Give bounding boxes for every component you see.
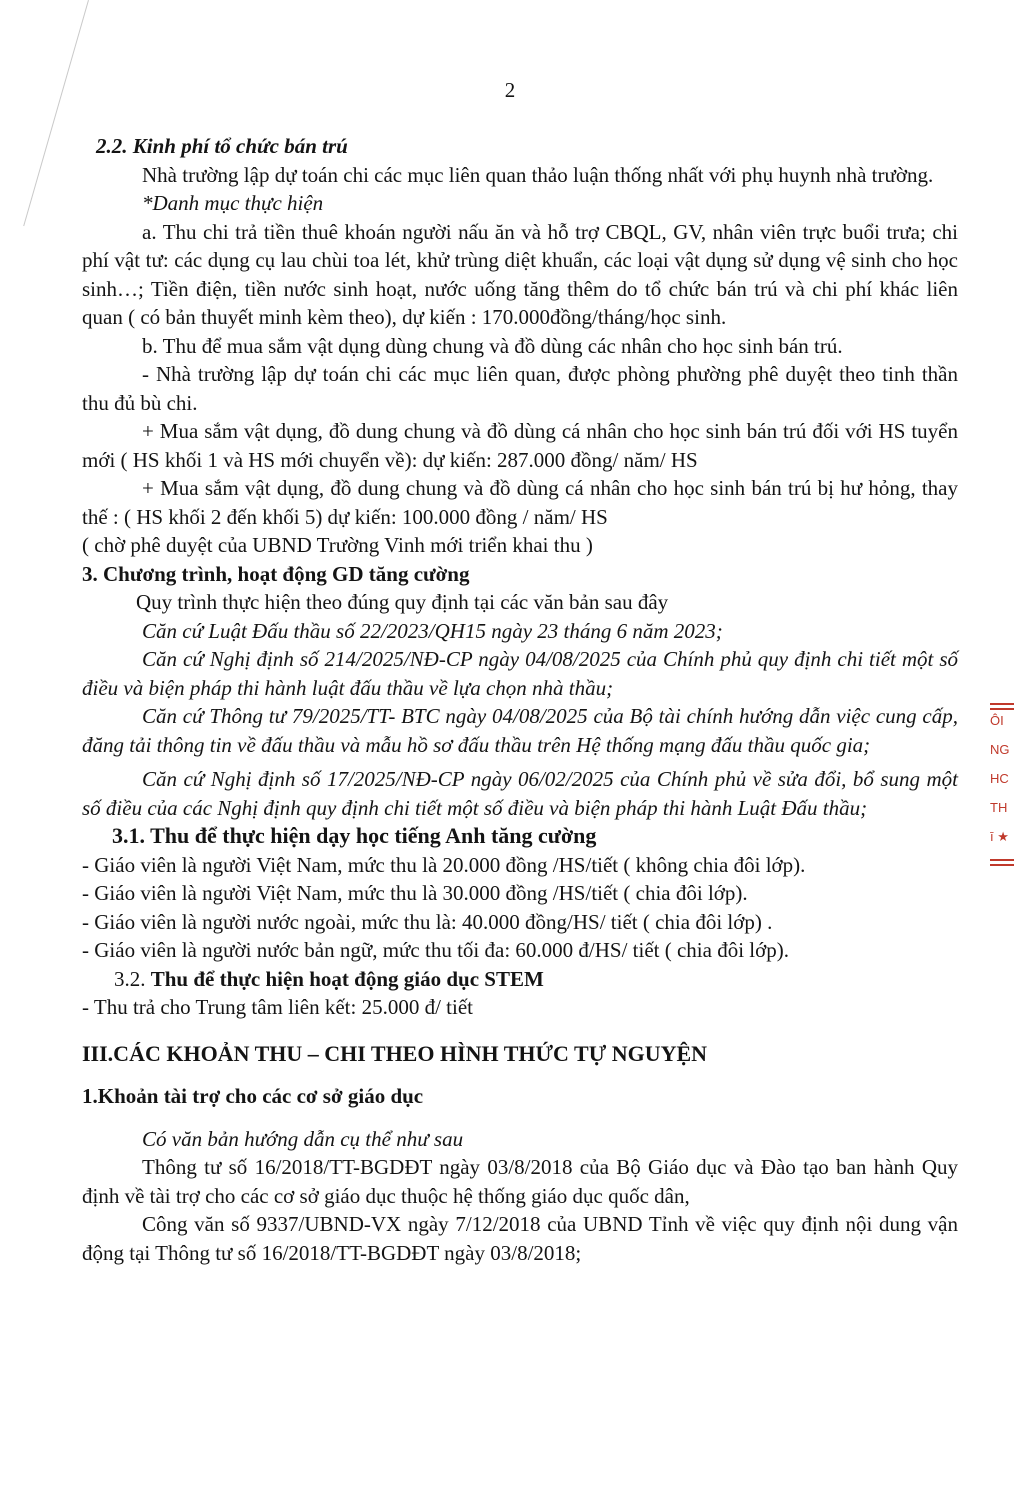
legal-reference-2: Căn cứ Nghị định số 214/2025/NĐ-CP ngày 04/08/2025 của Chính phủ quy định chi tiết một số điều và biện pháp thi hành luật đấu thầu về lựa chọn nhà thầu; [82,647,958,700]
section-3-heading: 3. Chương trình, hoạt động GD tăng cường [82,561,470,586]
section-2-2-item-b-2: + Mua sắm vật dụng, đồ dung chung và đồ dùng cá nhân cho học sinh bán trú bị hư hỏng, thay thế : ( HS khối 2 đến khối 5) dự kiến: 100.000 đồng / năm/ HS [82,476,958,529]
seal-stamp-fragment [990,700,1020,865]
document-body [82,132,958,1267]
section-3-intro: Quy trình thực hiện theo đúng quy định tại các văn bản sau đây [136,590,669,614]
section-2-2-item-b-1: + Mua sắm vật dụng, đồ dung chung và đồ dùng cá nhân cho học sinh bán trú đối với HS tuyển mới ( HS khối 1 và HS mới chuyển về): dự kiến: 287.000 đồng/ năm/ HS [82,419,958,472]
section-3-2-heading [82,965,958,994]
stamp-text: ī ★ [990,829,1009,844]
section-2-2-heading: 2.2. Kinh phí tổ chức bán trú [96,134,348,158]
legal-reference-4: Căn cứ Nghị định số 17/2025/NĐ-CP ngày 06/02/2025 của Chính phủ về sửa đổi, bổ sung một số điều của các Nghị định quy định chi tiết một số điều và biện pháp thi hành Luật Đấu thầu; [82,767,958,820]
legal-reference-1: Căn cứ Luật Đấu thầu số 22/2023/QH15 ngày 23 tháng 6 năm 2023; [142,618,723,643]
english-fee-item: - Giáo viên là người Việt Nam, mức thu là 20.000 đồng /HS/tiết ( không chia đôi lớp). [82,852,806,877]
stamp-text: TH [990,800,1008,815]
stem-fee-item: - Thu trả cho Trung tâm liên kết: 25.000 đ/ tiết [82,995,473,1019]
page-number: 2 [504,78,516,102]
english-fee-item: - Giáo viên là người nước bản ngữ, mức thu tối đa: 60.000 đ/HS/ tiết ( chia đôi lớp). [82,938,789,962]
section-3-1-heading: 3.1. Thu để thực hiện dạy học tiếng Anh tăng cường [112,823,597,848]
section-3-2-title: Thu để thực hiện hoạt động giáo dục STEM [150,966,544,991]
section-2-2-intro: Nhà trường lập dự toán chi các mục liên quan thảo luận thống nhất với phụ huynh nhà trường. [142,162,934,187]
section-2-2-list-title: *Danh mục thực hiện [142,191,324,215]
legal-reference-3: Căn cứ Thông tư 79/2025/TT- BTC ngày 04/08/2025 của Bộ tài chính hướng dẫn việc cung cấp, đăng tải thông tin về đấu thầu và mẫu hồ sơ đấu thầu trên Hệ thống mạng đấu thầu quốc gia; [82,704,958,757]
section-3-2-number: 3.2. [114,966,146,991]
stamp-text: NG [990,742,1010,757]
guidance-document-1: Thông tư số 16/2018/TT-BGDĐT ngày 03/8/2018 của Bộ Giáo dục và Đào tạo ban hành Quy định về tài trợ cho các cơ sở giáo dục thuộc hệ thống giáo dục quốc dân, [82,1155,958,1208]
section-III-1-heading: 1.Khoản tài trợ cho các cơ sở giáo dục [82,1084,424,1108]
section-2-2-item-b-note: - Nhà trường lập dự toán chi các mục liên quan, được phòng phường phê duyệt theo tinh thần thu đủ bù chi. [82,362,958,415]
section-2-2-approval-note: ( chờ phê duyệt của UBND Trường Vinh mới triển khai thu ) [82,533,593,557]
section-2-2-item-a: a. Thu chi trả tiền thuê khoán người nấu ăn và hỗ trợ CBQL, GV, nhân viên trực buổi trưa; chi phí vật tư: các dụng cụ lau chùi toa lét, khử trùng diệt khuẩn, các loại vật dụng sử dụng vệ sinh cho học sinh…; Tiền điện, tiền nước sinh hoạt, nước uống tăng thêm do tổ chức bán trú và chi phí khác liên quan ( có bản thuyết minh kèm theo), dự kiến : 170.000đồng/tháng/học sinh. [82,219,958,329]
stamp-text: ÔI [990,713,1004,728]
english-fee-item: - Giáo viên là người nước ngoài, mức thu là: 40.000 đồng/HS/ tiết ( chia đôi lớp) . [82,909,773,934]
scan-edge-line [23,0,89,226]
section-2-2-item-b: b. Thu để mua sắm vật dụng dùng chung và đồ dùng các nhân cho học sinh bán trú. [142,333,843,358]
section-III-heading: III.CÁC KHOẢN THU – CHI THEO HÌNH THỨC TỰ NGUYỆN [82,1040,708,1066]
guidance-document-2: Công văn số 9337/UBND-VX ngày 7/12/2018 của UBND Tỉnh về việc quy định nội dung vận động tại Thông tư số 16/2018/TT-BGDĐT ngày 03/8/2018; [82,1212,958,1265]
guidance-intro: Có văn bản hướng dẫn cụ thể như sau [142,1126,464,1151]
stamp-text: HC [990,771,1009,786]
english-fee-item: - Giáo viên là người Việt Nam, mức thu là 30.000 đồng /HS/tiết ( chia đôi lớp). [82,881,748,905]
